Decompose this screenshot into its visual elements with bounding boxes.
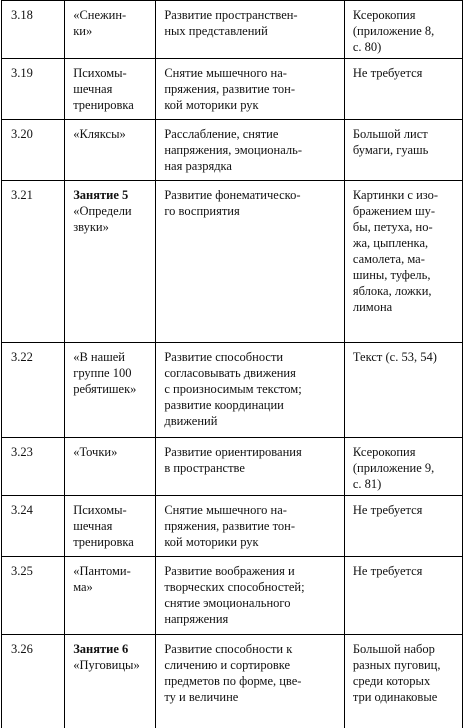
row-number: 3.18 <box>2 1 65 59</box>
lesson-heading: Занятие 6 <box>73 642 129 656</box>
exercise-name: «В нашей группе 100 ребятишек» <box>65 343 156 438</box>
exercise-purpose: Развитие способности к сличению и сортировке предметов по форме, цве- ту и величине <box>156 635 345 728</box>
row-number: 3.23 <box>2 438 65 496</box>
exercise-name: «Точки» <box>65 438 156 496</box>
table-row <box>2 438 463 496</box>
exercise-materials: Большой лист бумаги, гуашь <box>344 120 462 181</box>
exercise-purpose: Снятие мышечного на- пряжения, развитие тон- кой моторики рук <box>156 496 345 557</box>
exercise-name: Психомы- шечная тренировка <box>65 59 156 120</box>
table-row <box>2 343 463 438</box>
row-number: 3.19 <box>2 59 65 120</box>
table-row <box>2 496 463 557</box>
table-row <box>2 635 463 728</box>
row-number: 3.25 <box>2 557 65 635</box>
exercise-purpose: Снятие мышечного на- пряжения, развитие тон- кой моторики рук <box>156 59 345 120</box>
exercise-name: Психомы- шечная тренировка <box>65 496 156 557</box>
exercise-purpose: Развитие способности согласовывать движения с произносимым текстом; развитие координации движений <box>156 343 345 438</box>
exercise-name: «Пуговицы» <box>73 658 140 672</box>
table-row <box>2 59 463 120</box>
exercise-purpose: Развитие фонематическо- го восприятия <box>156 181 345 343</box>
exercise-purpose: Расслабление, снятие напряжения, эмоциональ- ная разрядка <box>156 120 345 181</box>
exercise-name: «Определи звуки» <box>73 204 132 234</box>
exercise-materials: Ксерокопия (приложение 8, с. 80) <box>344 1 462 59</box>
exercise-materials: Текст (с. 53, 54) <box>344 343 462 438</box>
exercise-name-cell <box>65 635 156 728</box>
table-row <box>2 1 463 59</box>
exercise-materials: Не требуется <box>344 59 462 120</box>
exercise-purpose: Развитие пространствен- ных представлений <box>156 1 345 59</box>
row-number: 3.21 <box>2 181 65 343</box>
exercise-materials: Не требуется <box>344 557 462 635</box>
exercise-name: «Снежин- ки» <box>65 1 156 59</box>
exercise-purpose: Развитие ориентирования в пространстве <box>156 438 345 496</box>
exercise-materials: Картинки с изо- бражением шу- бы, петуха, но- жа, цыпленка, самолета, ма- шины, туфель, яблока, ложки, лимона <box>344 181 462 343</box>
row-number: 3.20 <box>2 120 65 181</box>
exercise-name-cell <box>65 181 156 343</box>
exercise-table <box>1 0 463 728</box>
exercise-purpose: Развитие воображения и творческих способностей; снятие эмоционального напряжения <box>156 557 345 635</box>
exercise-materials: Ксерокопия (приложение 9, с. 81) <box>344 438 462 496</box>
exercise-name: «Пантоми- ма» <box>65 557 156 635</box>
row-number: 3.22 <box>2 343 65 438</box>
exercise-materials: Большой набор разных пуговиц, среди которых три одинаковые <box>344 635 462 728</box>
row-number: 3.24 <box>2 496 65 557</box>
lesson-heading: Занятие 5 <box>73 188 129 202</box>
table-row <box>2 557 463 635</box>
exercise-name: «Кляксы» <box>65 120 156 181</box>
table-row <box>2 181 463 343</box>
table-row <box>2 120 463 181</box>
row-number: 3.26 <box>2 635 65 728</box>
exercise-materials: Не требуется <box>344 496 462 557</box>
